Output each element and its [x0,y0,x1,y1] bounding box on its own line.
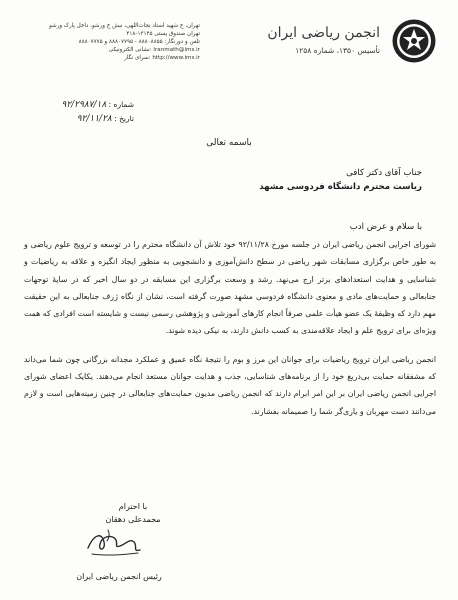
addressee-institution: ریاست محترم دانشگاه فردوسی مشهد [259,182,422,192]
closing-regards: با احترام [118,502,148,511]
letter-meta [34,98,134,126]
letter-date-row [34,112,134,126]
letter-date-value: ۹۲/۱۱/۲۸ [76,114,112,124]
contact-phone: تلفن و دورنگار: ۸۸۸۰۸۸۵۵ - ۸۸۸۰۷۷۹۵ و ۸۸۸۰۷۷۷۵ [78,39,200,45]
org-name: انجمن ریاضی ایران [267,25,380,41]
signer-title: رئیس انجمن ریاضی ایران [76,572,162,581]
addressee-name: جناب آقای دکتر کافی [346,168,422,178]
letterhead-org [267,24,380,55]
addressee [182,166,422,194]
body-paragraph: شورای اجرایی انجمن ریاضی ایران در جلسه مورخ ۹۲/۱۱/۲۸ خود تلاش آن دانشگاه محترم را در توسعه و ترویج علوم ریاضی و به طور خاص برگزاری مسابقات شهر ریاضی در سطح دانش‌آموزی و دانشجویی به منظور ایجاد انگیزه و علاقه به ریاضیات و شناسایی و هدایت استعدادهای برتر ارج می‌نهد. رشد و وسعت برگزاری این مسابقه در دو سال اخیر که در سایهٔ توجهات جنابعالی و حمایت‌های مادی و معنوی دانشگاه فردوسی مشهد صورت گرفته است، نشان از نگاه ژرف جنابعالی به این حقیقت مهم دارد که وظیفهٔ یک عضو هیأت علمی صرفاً انجام کارهای آموزشی و پژوهشی رسمی نیست و شایسته است افرادی که همت ویژه‌ای برای ترویج علم و ایجاد علاقه‌مندی به کسب دانش دارند، به نیکی دیده شوند. [24,240,437,336]
closing [68,500,198,526]
body-paragraph: انجمن ریاضی ایران ترویج ریاضیات برای جوانان این مرز و بوم را نتیجهٔ نگاه عمیق و عملکرد مجدانه بزرگانی چون شما می‌داند که مشفقانه حمایت بی‌دریغ خود را از برنامه‌های شناسایی، جذب و هدایت جوانان مستعد انجام می‌دهند. یکایک اعضای شورای اجرایی انجمن ریاضی ایران بر این امر ابرام دارند که انجمن ریاضی مدیون حمایت‌های جنابعالی در چنین زمینه‌هایی است و لازم می‌دانند دست مهربان و یاری‌گر شما را صمیمانه بفشارند. [24,354,436,416]
letter-body [24,236,436,420]
letter-number-row [34,98,134,112]
greeting: با سلام و عرض ادب [349,222,422,232]
letterhead-contact [49,22,200,62]
org-established: تأسیس ۱۳۵۰، شماره ۱۲۵۸ [295,46,380,55]
letter-number-value: ۹۲/۲۹۸۷/۱۸ [61,100,107,110]
closing-signer: محمدعلی دهقان [105,515,161,524]
contact-address: تهران، خ شهید استاد نجات‌اللهی، نبش خ ورشو، داخل پارک ورشو [49,23,200,29]
society-emblem-icon [391,18,437,64]
handwritten-signature [82,524,146,560]
letter-number-label: شماره : [108,100,134,109]
basmala: باسمه تعالی [206,138,252,148]
contact-postal: تهران صندوق پستی ۱۳۱۴۵-۴۱۸ [126,31,200,37]
contact-website: سرای نگار: http://www.ims.ir [124,55,200,61]
letter-date-label: تاریخ : [114,114,134,123]
contact-email: نشانی الکترونیکی: iranmath@ims.ir [108,47,200,53]
